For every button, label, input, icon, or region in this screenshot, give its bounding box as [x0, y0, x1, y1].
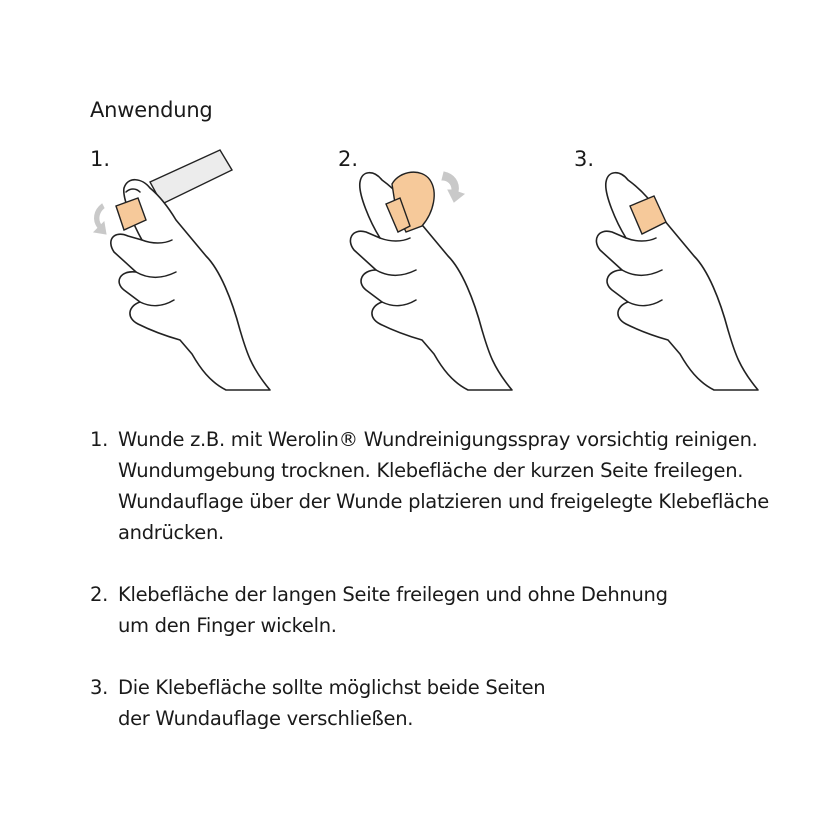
instruction-number: 1.: [90, 428, 109, 451]
instruction-line: der Wundauflage verschließen.: [118, 707, 414, 730]
instruction-step-3: [90, 672, 810, 734]
illustration-step-3: [572, 140, 792, 400]
illustration-step-2: [326, 140, 546, 400]
hand-with-plaster-liner-icon: [80, 140, 300, 400]
step-number-1: 1.: [90, 147, 111, 171]
instruction-line: andrücken.: [118, 521, 224, 544]
instruction-line: Wundauflage über der Wunde platzieren und freigelegte Klebefläche: [118, 490, 769, 513]
instruction-line: Die Klebefläche sollte möglichst beide Seiten: [118, 676, 546, 699]
step-number-3: 3.: [574, 147, 595, 171]
instruction-line: um den Finger wickeln.: [118, 614, 337, 637]
instruction-line: Wunde z.B. mit Werolin® Wundreinigungsspray vorsichtig reinigen.: [118, 428, 758, 451]
instruction-number: 3.: [90, 676, 109, 699]
instruction-text: [118, 579, 810, 641]
step-number-2: 2.: [338, 147, 359, 171]
instruction-line: Klebefläche der langen Seite freilegen und ohne Dehnung: [118, 583, 668, 606]
hand-with-applied-plaster-icon: [572, 140, 792, 400]
instruction-number: 2.: [90, 583, 109, 606]
instruction-text: [118, 424, 810, 548]
instruction-line: Wundumgebung trocknen. Klebefläche der kurzen Seite freilegen.: [118, 459, 744, 482]
page-title: Anwendung: [90, 98, 213, 122]
illustration-step-1: [80, 140, 300, 400]
instructions-list: [90, 424, 810, 765]
instruction-step-2: [90, 579, 810, 641]
instruction-step-1: [90, 424, 810, 548]
instruction-text: [118, 672, 810, 734]
hand-wrapping-plaster-icon: [326, 140, 546, 400]
